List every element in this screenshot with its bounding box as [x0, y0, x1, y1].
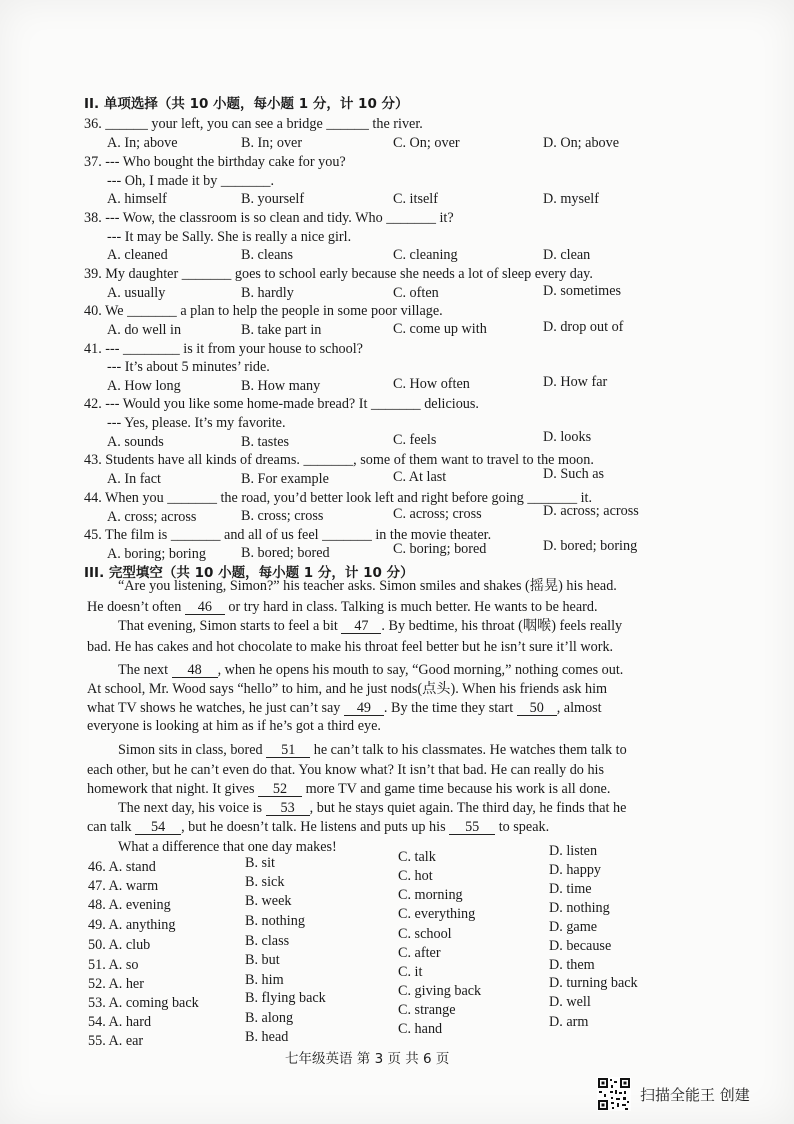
q43-option-a: A. In fact: [107, 471, 161, 487]
cloze-55-c: C. hand: [398, 1021, 443, 1037]
passage-text: The next day, his voice is: [118, 800, 263, 816]
q36-option-a: A. In; above: [107, 135, 178, 151]
cloze-55-d: D. arm: [549, 1014, 589, 1030]
cloze-47-d: D. happy: [549, 862, 602, 878]
q38-stem: 38. --- Wow, the classroom is so clean and tidy. Who _______ it?: [84, 210, 454, 226]
q45-option-c: C. boring; bored: [393, 541, 487, 557]
q37-option-b: B. yourself: [241, 191, 305, 207]
cloze-47-c: C. hot: [398, 868, 433, 884]
q37-option-c: C. itself: [393, 191, 438, 207]
q41-option-c: C. How often: [393, 376, 470, 392]
cloze-50-d: D. game: [549, 919, 598, 935]
passage-text: he can’t talk to his classmates. He watches them talk to: [313, 742, 627, 758]
passage-text: . By the time they start: [383, 700, 514, 716]
blank-47: 47: [341, 619, 381, 634]
q44-stem: 44. When you _______ the road, you’d better look left and right before going _______ it.: [84, 490, 593, 506]
cloze-48-b: B. week: [245, 893, 292, 909]
cloze-46-b: B. sit: [245, 855, 275, 871]
cloze-54-b: B. along: [245, 1010, 294, 1026]
cloze-53-b: B. flying back: [245, 990, 326, 1006]
q38-option-c: C. cleaning: [393, 247, 458, 263]
blank-52: 52: [258, 782, 302, 797]
passage-text: more TV and game time because his work is all done.: [305, 781, 611, 797]
blank-48: 48: [172, 663, 218, 678]
section-2-title: II. 单项选择（共 10 小题，每小题 1 分，计 10 分）: [84, 96, 409, 112]
cloze-54-a: 54. A. hard: [88, 1014, 152, 1030]
cloze-46-c: C. talk: [398, 849, 436, 865]
cloze-55-a: 55. A. ear: [88, 1033, 144, 1049]
cloze-47-b: B. sick: [245, 874, 285, 890]
q38-option-b: B. cleans: [241, 247, 294, 263]
q44-option-b: B. cross; cross: [241, 508, 324, 524]
cloze-46-d: D. listen: [549, 843, 598, 859]
cloze-52-b: B. him: [245, 972, 284, 988]
q39-stem: 39. My daughter _______ goes to school early because she needs a lot of sleep every day.: [84, 266, 593, 282]
passage-text: can talk: [87, 819, 132, 835]
cloze-52-d: D. them: [549, 957, 595, 973]
passage-line-2: [87, 598, 598, 616]
q42-option-a: A. sounds: [107, 434, 164, 450]
passage-line-13: [87, 818, 549, 836]
cloze-50-a: 50. A. club: [88, 937, 151, 953]
q40-option-b: B. take part in: [241, 322, 322, 338]
blank-53: 53: [266, 801, 310, 816]
cloze-51-b: B. but: [245, 952, 280, 968]
q43-option-b: B. For example: [241, 471, 329, 487]
q37-stem-2: --- Oh, I made it by _______.: [107, 173, 275, 189]
q42-option-b: B. tastes: [241, 434, 290, 450]
q44-option-d: D. across; across: [543, 503, 639, 519]
section-3-title: III. 完型填空（共 10 小题，每小题 1 分，计 10 分）: [84, 565, 414, 581]
q41-stem: 41. --- ________ is it from your house to school?: [84, 341, 363, 357]
q41-option-d: D. How far: [543, 374, 608, 390]
passage-text: , but he stays quiet again. The third day, he finds that he: [309, 800, 627, 816]
cloze-55-b: B. head: [245, 1029, 289, 1045]
q45-stem: 45. The film is _______ and all of us feel _______ in the movie theater.: [84, 527, 492, 543]
passage-line-11: [87, 780, 610, 798]
cloze-47-a: 47. A. warm: [88, 878, 159, 894]
q40-option-d: D. drop out of: [543, 319, 624, 335]
q42-option-d: D. looks: [543, 429, 592, 445]
q43-option-c: C. At last: [393, 469, 447, 485]
blank-49: 49: [344, 701, 384, 716]
q38-option-a: A. cleaned: [107, 247, 168, 263]
cloze-52-c: C. it: [398, 964, 423, 980]
q42-option-c: C. feels: [393, 432, 437, 448]
passage-text: what TV shows he watches, he just can’t say: [87, 700, 341, 716]
cloze-51-c: C. after: [398, 945, 441, 961]
q36-option-d: D. On; above: [543, 135, 620, 151]
passage-text: or try hard in class. Talking is much better. He wants to be heard.: [228, 599, 598, 615]
q37-option-d: D. myself: [543, 191, 599, 207]
cloze-49-c: C. everything: [398, 906, 476, 922]
passage-line-12: [118, 799, 626, 817]
passage-text: , when he opens his mouth to say, “Good morning,” nothing comes out.: [217, 662, 624, 678]
q39-option-b: B. hardly: [241, 285, 294, 301]
passage-line-1: “Are you listening, Simon?” his teacher asks. Simon smiles and shakes (摇晃) his head.: [118, 578, 617, 594]
q40-stem: 40. We _______ a plan to help the people in some poor village.: [84, 303, 443, 319]
cloze-50-b: B. class: [245, 933, 290, 949]
q41-option-a: A. How long: [107, 378, 181, 394]
q37-option-a: A. himself: [107, 191, 167, 207]
q45-option-d: D. bored; boring: [543, 538, 638, 554]
q38-option-d: D. clean: [543, 247, 591, 263]
q44-option-c: C. across; cross: [393, 506, 482, 522]
passage-line-4: bad. He has cakes and hot chocolate to make his throat feel better but he isn’t sure it’ll work.: [87, 639, 614, 655]
passage-text: Simon sits in class, bored: [118, 742, 263, 758]
q42-stem: 42. --- Would you like some home-made bread? It _______ delicious.: [84, 396, 479, 412]
passage-line-6: At school, Mr. Wood says “hello” to him, and he just nods(点头). When his friends ask him: [87, 681, 608, 697]
passage-text: , but he doesn’t talk. He listens and puts up his: [181, 819, 446, 835]
q38-stem-2: --- It may be Sally. She is really a nice girl.: [107, 229, 352, 245]
cloze-53-c: C. giving back: [398, 983, 482, 999]
cloze-54-d: D. well: [549, 994, 591, 1010]
cloze-49-d: D. nothing: [549, 900, 610, 916]
passage-line-7: [87, 699, 602, 717]
blank-51: 51: [266, 743, 310, 758]
cloze-49-a: 49. A. anything: [88, 917, 176, 933]
q41-option-b: B. How many: [241, 378, 321, 394]
passage-line-10: each other, but he can’t even do that. You know what? It isn’t that bad. He can really do his: [87, 762, 605, 778]
q39-option-a: A. usually: [107, 285, 166, 301]
q42-stem-2: --- Yes, please. It’s my favorite.: [107, 415, 286, 431]
passage-line-14: What a difference that one day makes!: [118, 839, 337, 855]
q39-option-d: D. sometimes: [543, 283, 622, 299]
cloze-53-a: 53. A. coming back: [88, 995, 199, 1011]
cloze-52-a: 52. A. her: [88, 976, 144, 992]
q40-option-a: A. do well in: [107, 322, 182, 338]
q41-stem-2: --- It’s about 5 minutes’ ride.: [107, 359, 270, 375]
q45-option-a: A. boring; boring: [107, 546, 206, 562]
passage-text: The next: [118, 662, 169, 678]
cloze-54-c: C. strange: [398, 1002, 456, 1018]
blank-54: 54: [135, 820, 181, 835]
q36-option-c: C. On; over: [393, 135, 460, 151]
page-footer: 七年级英语 第 3 页 共 6 页: [285, 1051, 450, 1067]
blank-55: 55: [449, 820, 495, 835]
cloze-49-b: B. nothing: [245, 913, 305, 929]
cloze-46-a: 46. A. stand: [88, 859, 156, 875]
q43-stem: 43. Students have all kinds of dreams. _______, some of them want to travel to the moon.: [84, 452, 594, 468]
cloze-48-a: 48. A. evening: [88, 897, 171, 913]
q44-option-a: A. cross; across: [107, 509, 197, 525]
passage-text: That evening, Simon starts to feel a bit: [118, 618, 338, 634]
passage-line-3: [118, 617, 622, 635]
blank-50: 50: [517, 701, 557, 716]
qr-code-icon: [597, 1077, 631, 1111]
blank-46: 46: [185, 600, 225, 615]
passage-line-9: [118, 741, 627, 759]
q36-option-b: B. In; over: [241, 135, 303, 151]
cloze-51-a: 51. A. so: [88, 957, 139, 973]
cloze-53-d: D. turning back: [549, 975, 638, 991]
q40-option-c: C. come up with: [393, 321, 487, 337]
q39-option-c: C. often: [393, 285, 439, 301]
cloze-48-d: D. time: [549, 881, 592, 897]
cloze-50-c: C. school: [398, 926, 452, 942]
passage-line-8: everyone is looking at him as if he’s got a third eye.: [87, 718, 381, 734]
cloze-51-d: D. because: [549, 938, 612, 954]
passage-text: to speak.: [498, 819, 550, 835]
passage-text: . By bedtime, his throat (咽喉) feels really: [381, 618, 623, 634]
passage-text: He doesn’t often: [87, 599, 182, 615]
q43-option-d: D. Such as: [543, 466, 605, 482]
cloze-48-c: C. morning: [398, 887, 463, 903]
passage-text: , almost: [556, 700, 602, 716]
passage-line-5: [118, 661, 623, 679]
passage-text: homework that night. It gives: [87, 781, 255, 797]
q37-stem: 37. --- Who bought the birthday cake for you?: [84, 154, 346, 170]
q36-stem: 36. ______ your left, you can see a bridge ______ the river.: [84, 116, 423, 132]
q45-option-b: B. bored; bored: [241, 545, 330, 561]
scanner-watermark: 扫描全能王 创建: [640, 1086, 750, 1104]
